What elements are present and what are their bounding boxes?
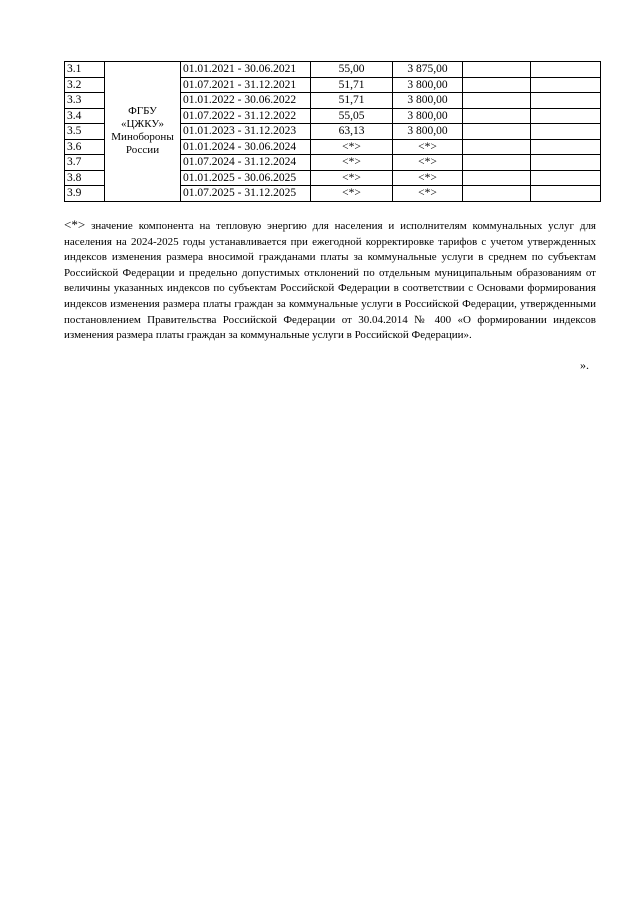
value-cell-4 — [531, 124, 601, 140]
value-cell-1: 51,71 — [311, 93, 393, 109]
value-cell-1: <*> — [311, 155, 393, 171]
value-cell-3 — [463, 139, 531, 155]
row-number: 3.5 — [65, 124, 105, 140]
organization-line: ФГБУ — [128, 105, 157, 118]
value-cell-3 — [463, 77, 531, 93]
period-cell: 01.07.2024 - 31.12.2024 — [181, 155, 311, 171]
value-cell-1: <*> — [311, 139, 393, 155]
value-cell-1: 55,05 — [311, 108, 393, 124]
period-cell: 01.01.2022 - 30.06.2022 — [181, 93, 311, 109]
value-cell-3 — [463, 62, 531, 78]
period-cell: 01.01.2025 - 30.06.2025 — [181, 170, 311, 186]
value-cell-3 — [463, 108, 531, 124]
organization-line: России — [125, 144, 160, 157]
period-cell: 01.01.2023 - 31.12.2023 — [181, 124, 311, 140]
value-cell-4 — [531, 108, 601, 124]
row-number: 3.7 — [65, 155, 105, 171]
table-row — [65, 62, 601, 78]
value-cell-4 — [531, 170, 601, 186]
value-cell-2: <*> — [393, 155, 463, 171]
period-cell: 01.07.2022 - 31.12.2022 — [181, 108, 311, 124]
footnote — [64, 217, 596, 344]
organization-line: «ЦЖКУ» — [120, 118, 164, 131]
value-cell-1: <*> — [311, 186, 393, 202]
row-number: 3.3 — [65, 93, 105, 109]
value-cell-3 — [463, 186, 531, 202]
organization-cell — [105, 62, 181, 202]
value-cell-3 — [463, 170, 531, 186]
value-cell-3 — [463, 155, 531, 171]
value-cell-1: 63,13 — [311, 124, 393, 140]
row-number: 3.2 — [65, 77, 105, 93]
value-cell-1: 51,71 — [311, 77, 393, 93]
value-cell-4 — [531, 93, 601, 109]
row-number: 3.1 — [65, 62, 105, 78]
period-cell: 01.07.2021 - 31.12.2021 — [181, 77, 311, 93]
value-cell-1: 55,00 — [311, 62, 393, 78]
tariff-table — [64, 61, 601, 202]
value-cell-4 — [531, 186, 601, 202]
value-cell-2: 3 875,00 — [393, 62, 463, 78]
value-cell-2: <*> — [393, 139, 463, 155]
value-cell-4 — [531, 155, 601, 171]
value-cell-4 — [531, 77, 601, 93]
row-number: 3.4 — [65, 108, 105, 124]
value-cell-2: 3 800,00 — [393, 93, 463, 109]
closing-quote: ». — [580, 358, 589, 372]
footnote-text: значение компонента на тепловую энергию для населения и исполнителям коммунальных услуг для населения на 2024-2025 годы устанавливается при ежегодной корректировке тарифов с учетом утвержденных индексов изменения размера вносимой гражданами платы за коммунальные услуги в среднем по субъектам Российской Федерации и предельно допустимых отклонений по отдельным муниципальным образованиям от величины указанных индексов по субъектам Российской Федерации в соответствии с Основами формирования индексов изменения размера платы граждан за коммунальные услуги в Российской Федерации, утвержденными постановлением Правительства Российской Федерации от 30.04.2014 № 400 «О формировании индексов изменения размера платы граждан за коммунальные услуги в Российской Федерации». — [64, 220, 596, 342]
value-cell-4 — [531, 139, 601, 155]
value-cell-2: <*> — [393, 186, 463, 202]
period-cell: 01.01.2024 - 30.06.2024 — [181, 139, 311, 155]
value-cell-3 — [463, 124, 531, 140]
value-cell-4 — [531, 62, 601, 78]
period-cell: 01.01.2021 - 30.06.2021 — [181, 62, 311, 78]
organization-line: Минобороны — [111, 131, 174, 144]
row-number: 3.9 — [65, 186, 105, 202]
row-number: 3.8 — [65, 170, 105, 186]
row-number: 3.6 — [65, 139, 105, 155]
tariff-table-body — [65, 62, 601, 202]
value-cell-1: <*> — [311, 170, 393, 186]
value-cell-2: 3 800,00 — [393, 77, 463, 93]
period-cell: 01.07.2025 - 31.12.2025 — [181, 186, 311, 202]
value-cell-3 — [463, 93, 531, 109]
value-cell-2: <*> — [393, 170, 463, 186]
footnote-mark: <*> — [64, 217, 86, 232]
value-cell-2: 3 800,00 — [393, 108, 463, 124]
value-cell-2: 3 800,00 — [393, 124, 463, 140]
